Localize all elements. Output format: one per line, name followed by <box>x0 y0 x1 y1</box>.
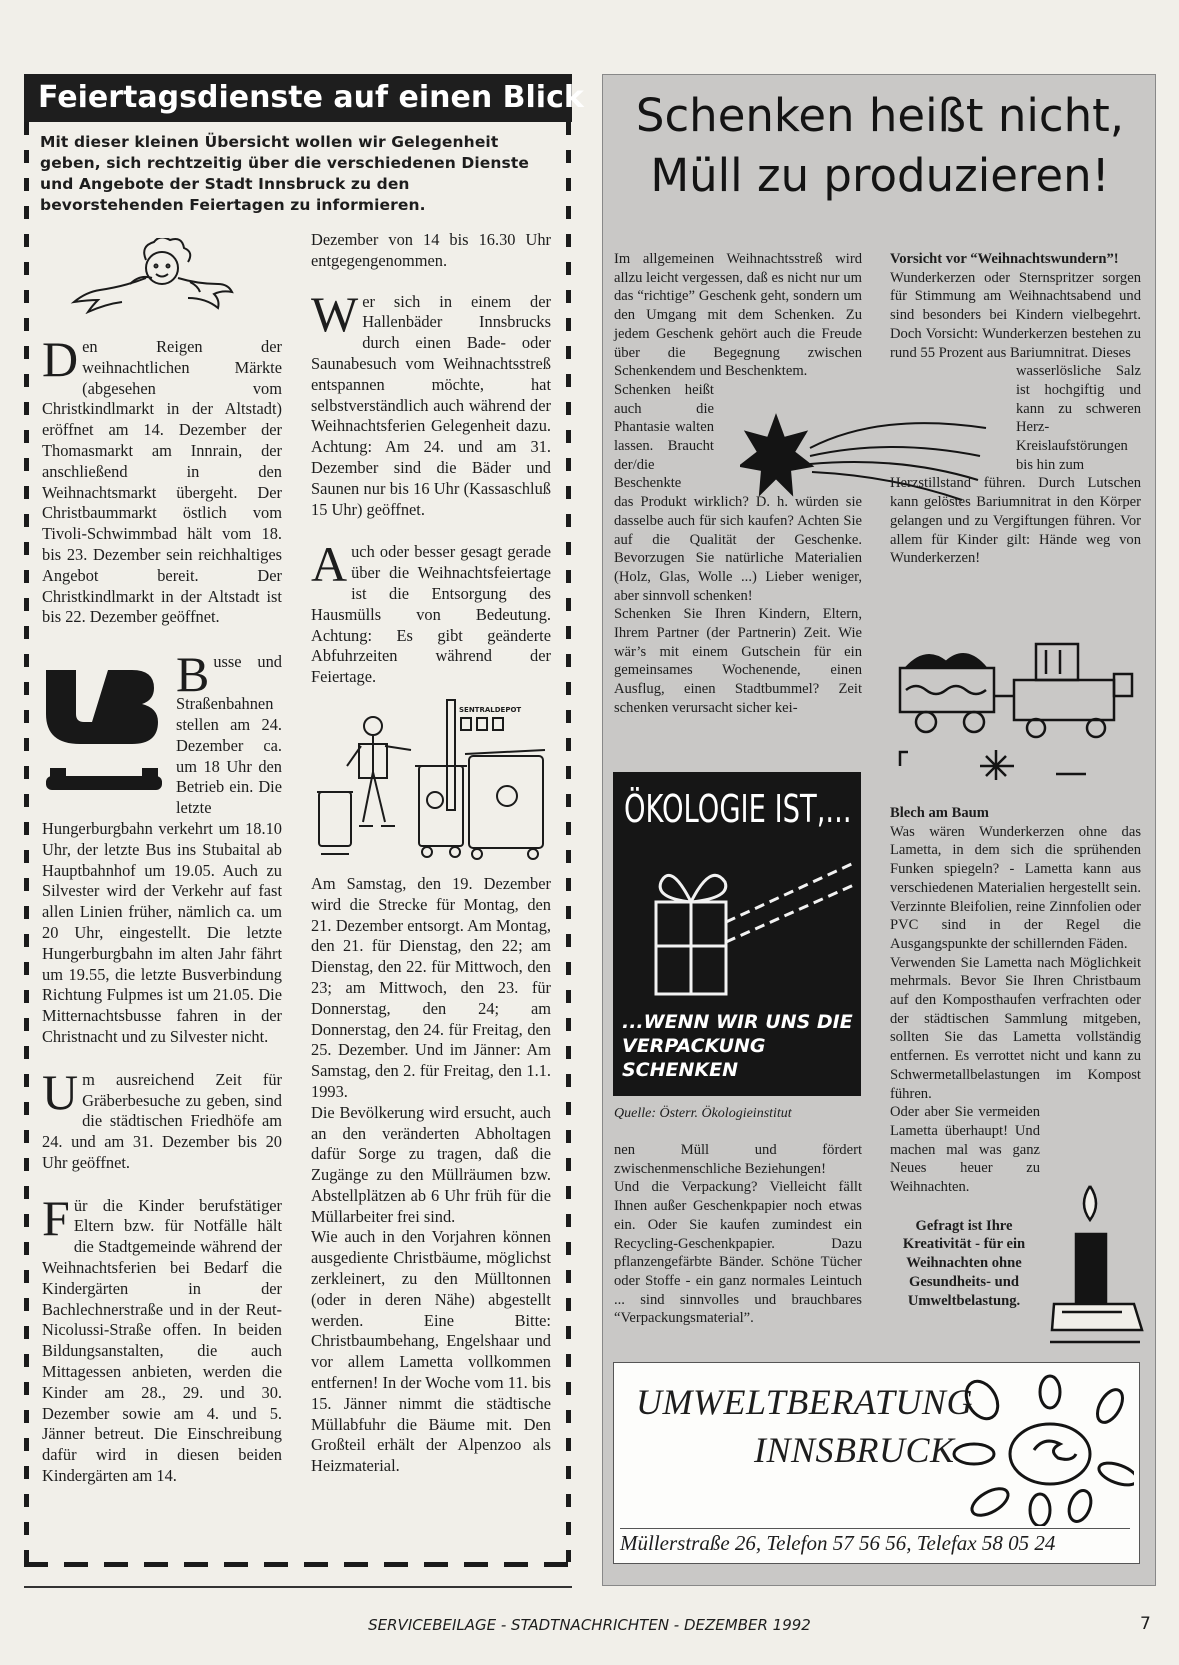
garbage-illustration <box>311 696 551 874</box>
page-footer: SERVICEBEILAGE - STADTNACHRICHTEN - DEZEMBER 1992 <box>368 1616 811 1634</box>
paragraph-christbaeume: Wie auch in den Vorjahren können ausgediente Christbäume, möglichst zerkleinert, zu den Mülltonnen (oder in deren Nähe) abgestellt werden. Eine Bitte: Christbaumbehang, Engelshaar und vor allem Lametta vollkommen entfernen! In der Woche vom 11. bis 15. Jänner nimmt die städtische Müllabfuhr die Bäume mit. Den Großteil erhält der Alpenzoo als Heizmaterial. <box>311 1227 551 1476</box>
right-column-2 <box>890 250 1141 568</box>
dropcap: A <box>311 536 348 593</box>
paragraph-text: usse und Straßenbahnen stellen am 24. Dezember ca. um 18 Uhr den Betrieb ein. Die letzte Hungerburgbahn verkehrt um 18.10 Uhr, der letzte Bus ins Stubaital ab Hauptbahnhof um 19.05. Auch zu Silvester wird der Verkehr auf fast allen Linien früher, nämlich ca. um 20 Uhr, eingestellt. Die letzte Hungerburgbahn im alten Jahr fährt um 19.55, die letzte Busverbindung Richtung Fulpmes ist um 21.05. Die Mitternachtsbusse fahren in der Christnacht und zu Silvester nicht. <box>42 652 282 1046</box>
heading-lametta: Blech am Baum <box>890 805 989 821</box>
candle-illustration <box>1048 1182 1144 1352</box>
paragraph-hausmuell <box>311 536 551 688</box>
paragraph-text: er sich in einem der Hallenbäder Innsbrucks durch einen Bade- oder Saunabesuch vom Weihnachtsstreß entspannen möchte, hat selbstverständlich auch während der Weihnachtsferien Gelegenheit dazu. Achtung: Am 24. und am 31. Dezember sind die Bäder und Saunen nur bis 16 Uhr (Kassaschluß 15 Uhr) geöffnet. <box>311 291 551 519</box>
paragraph-wunderkerzen: Wunderkerzen oder Sternspritzer sorgen für Stimmung am Weihnachtsabend und sind besonders bei Kindern vielbegehrt. Doch Vorsicht: Wunderkerzen bestehen zu rund 55 Prozent aus Bariumnitrat. Dieses <box>890 269 1141 361</box>
heading-wunderkerzen: Vorsicht vor “Weihnachtswundern”! <box>890 251 1119 267</box>
umweltberatung-city: INNSBRUCK <box>754 1430 955 1470</box>
image-source: Quelle: Österr. Ökologieinstitut <box>614 1106 792 1121</box>
paragraph-lametta-kompost: Verwenden Sie Lametta nach Möglichkeit mehrmals. Bevor Sie Ihren Christbaum auf den Komposthaufen verfrachten oder der städtischen Sammlung mitgeben, sollten Sie das Lametta vollständig entfernen. Es verrottet nicht und kann zu Schwermetallbelastungen im Kompost führen. <box>890 954 1141 1102</box>
ivb-logo <box>42 652 164 800</box>
train-illustration <box>896 640 1142 784</box>
paragraph-verpackung: Und die Verpackung? Vielleicht fällt Ihnen außer Geschenkpapier noch etwas ein. Oder Sie kaufen zumindest ein Recycling-Geschenkpapier. Dazu pflanzengefärbte Bänder. Schöne Tücher oder Stoffe - ein ganz normales Leintuch ... sind sinnvolles und brauchbares “Verpackungsmaterial”. <box>614 1179 862 1327</box>
paragraph-maerkte <box>42 331 282 628</box>
paragraph-zugaenge: Die Bevölkerung wird ersucht, auch an den veränderten Abholtagen dafür Sorge zu tragen, daß die Zugänge zu den Müllräumen bzw. Abstellplätzen ab 6 Uhr früh für die Müllarbeiter frei sind. <box>311 1102 551 1226</box>
depot-sign: SENTRALDEPOT <box>459 705 522 714</box>
paragraph-kindergaerten <box>42 1189 282 1487</box>
paragraph-friedhoefe <box>42 1063 282 1174</box>
paragraph-text: en Reigen der weihnachtlichen Märkte (abgesehen vom Christkindlmarkt in der Altstadt) eröffnet am 14. Dezember der Thomasmarkt am Innrain, der anschließend in den Weihnachtsmarkt übergeht. Der Christbaummarkt östlich vom Tivoli-Schwimmbad hält vom 18. bis 23. Dezember sein reichhaltiges Angebot bereit. Der Christkindlmarkt in der Altstadt ist bis 22. Dezember geöffnet. <box>42 337 282 627</box>
paragraph-lametta-material: Was wären Wunderkerzen ohne das Lametta, in dem sich die sprühenden Funken spiegeln? - Lametta kann aus verschiedenen Materialien hergestellt sein. Verzinnte Bleifolien, reine Zinnfolien oder PVC sind in der Regel die Ausgangspunkte der schillernden Fäden. <box>890 823 1141 952</box>
right-title-line-2: Müll zu produzieren! <box>650 149 1110 202</box>
right-dashed-border <box>566 122 571 1562</box>
gift-illustration <box>636 846 860 1002</box>
paragraph-produkt: das Produkt wirklich? D. h. würden sie dasselbe auch für sich kaufen? Achten Sie auf die Qualität der Geschenke. Bevorzugen Sie natürliche Materialien (Holz, Glas, Wolle ...) Lieber weniger, aber sinnvoll schenken! <box>614 494 862 604</box>
left-intro: Mit dieser kleinen Übersicht wollen wir Gelegenheit geben, sich rechtzeitig über die verschiedenen Dienste und Angebote der Stadt Innsbruck zu den bevorstehenden Feiertagen zu informieren. <box>40 133 529 214</box>
paragraph-hallenbaeder <box>311 285 551 521</box>
oekologie-subtitle: ...WENN WIR UNS DIE VERPACKUNG SCHENKEN <box>622 1011 853 1081</box>
paragraph-vergiftung: Herzstillstand führen. Durch Lutschen kann gelöstes Bariumnitrat in den Körper gelangen und zu Vergiftungen führen. Vor allem für Kinder gilt: Hände weg von Wunderkerzen! <box>890 475 1141 567</box>
paragraph-continuation: Dezember von 14 bis 16.30 Uhr entgegengenommen. <box>311 230 551 270</box>
paragraph-abfuhr: Am Samstag, den 19. Dezember wird die Strecke für Montag, den 21. Dezember entsorgt. Am Montag, den 21. für Dienstag, den 22; am Dienstag, den 22. für Mittwoch, den 23; am Mittwoch, den 23. für Donnerstag, den 24; am Donnerstag, den 24. für Freitag, den 25. Dezember. Und im Jänner: Am Samstag, den 2. für Freitag, den 1.1. 1993. <box>311 873 551 1101</box>
umweltberatung-title: UMWELTBERATUNG <box>636 1382 973 1422</box>
sun-illustration <box>950 1370 1134 1526</box>
left-banner-title: Feiertagsdienste auf einen Blick <box>24 74 572 122</box>
left-column-2 <box>311 230 551 1477</box>
right-title <box>620 86 1140 206</box>
dropcap: D <box>42 331 79 387</box>
paragraph-weihnachtsstress: Im allgemeinen Weihnachtsstreß wird allzu leicht vergessen, daß es nicht nur um das “richtige” Geschenk geht, sondern um den Umgang mit dem Schenken. Zu jedem Geschenk gehört auch die Freude über die Begegnung zwischen Schenkendem und Beschenktem. <box>614 251 862 380</box>
paragraph-phantasie: Schenken heißt auch die Phantasie walten lassen. Braucht der/die Beschenkte <box>614 381 714 492</box>
page-number: 7 <box>1140 1614 1151 1634</box>
dropcap: F <box>42 1189 70 1246</box>
paragraph-zeit-schenken: Schenken Sie Ihren Kindern, Eltern, Ihrem Partner (der Partnerin) Zeit. Wie wär’s mit einem Gutschein für ein gemeinsames Wochenende, einen Ausflug, einen Stadtbummel? Zeit schenken verursacht sicher kei- <box>614 606 862 716</box>
dropcap: B <box>176 646 210 703</box>
dropcap: U <box>42 1063 79 1120</box>
left-column-1 <box>42 331 282 1487</box>
right-title-line-1: Schenken heißt nicht, <box>635 89 1125 142</box>
bottom-dashed-border <box>24 1562 571 1567</box>
oekologie-title: ÖKOLOGIE IST,... <box>624 787 852 831</box>
paragraph-bariumnitrat: wasserlösliche Salz ist hochgiftig und kann zu schweren Herz-Kreislaufstörungen bis hin zum <box>1016 363 1141 473</box>
closing-statement: Gefragt ist Ihre Kreativität - für ein Weihnachten ohne Gesundheits- und Umweltbelastung. <box>902 1217 1026 1309</box>
footer-rule <box>24 1586 572 1588</box>
paragraph-text: uch oder besser gesagt gerade über die Weihnachtsfeiertage ist die Entsorgung des Hausmülls von Bedeutung. Achtung: Es gibt geänderte Abfuhrzeiten während der Feiertage. <box>311 542 551 687</box>
paragraph-kein-muell: nen Müll und fördert zwischenmenschliche Beziehungen! <box>614 1142 862 1177</box>
paragraph-text: m ausreichend Zeit für Gräberbesuche zu geben, sind die städtischen Friedhöfe am 24. und am 31. Dezember bis 20 Uhr geöffnet. <box>42 1069 282 1172</box>
right-column-1-bottom <box>614 1141 862 1328</box>
dropcap: W <box>311 285 359 342</box>
umweltberatung-address: Müllerstraße 26, Telefon 57 56 56, Telefax 58 05 24 <box>620 1528 1130 1556</box>
paragraph-busse <box>42 646 282 1048</box>
paragraph-vermeiden: Oder aber Sie vermeiden Lametta überhaupt! Und machen mal was ganz Neues heuer zu Weihnachten. <box>890 1104 1040 1196</box>
paragraph-text: ür die Kinder berufstätiger Eltern bzw. für Notfälle hält die Stadtgemeinde während der Weihnachtsferien bei Bedarf die Kindergärten in der Bachlechnerstraße und in der Reut-Nicolussi-Straße offen. In beiden Bildungsanstalten, die auch Mittagessen anbieten, werden die Kinder am 28., 29. und 30. Dezember sowie am 4. und 5. Jänner betreut. Die Einschreibung dafür wird in diesen beiden Kindergärten am 14. <box>42 1195 282 1486</box>
angel-illustration <box>70 238 234 314</box>
left-dashed-border <box>24 122 29 1562</box>
